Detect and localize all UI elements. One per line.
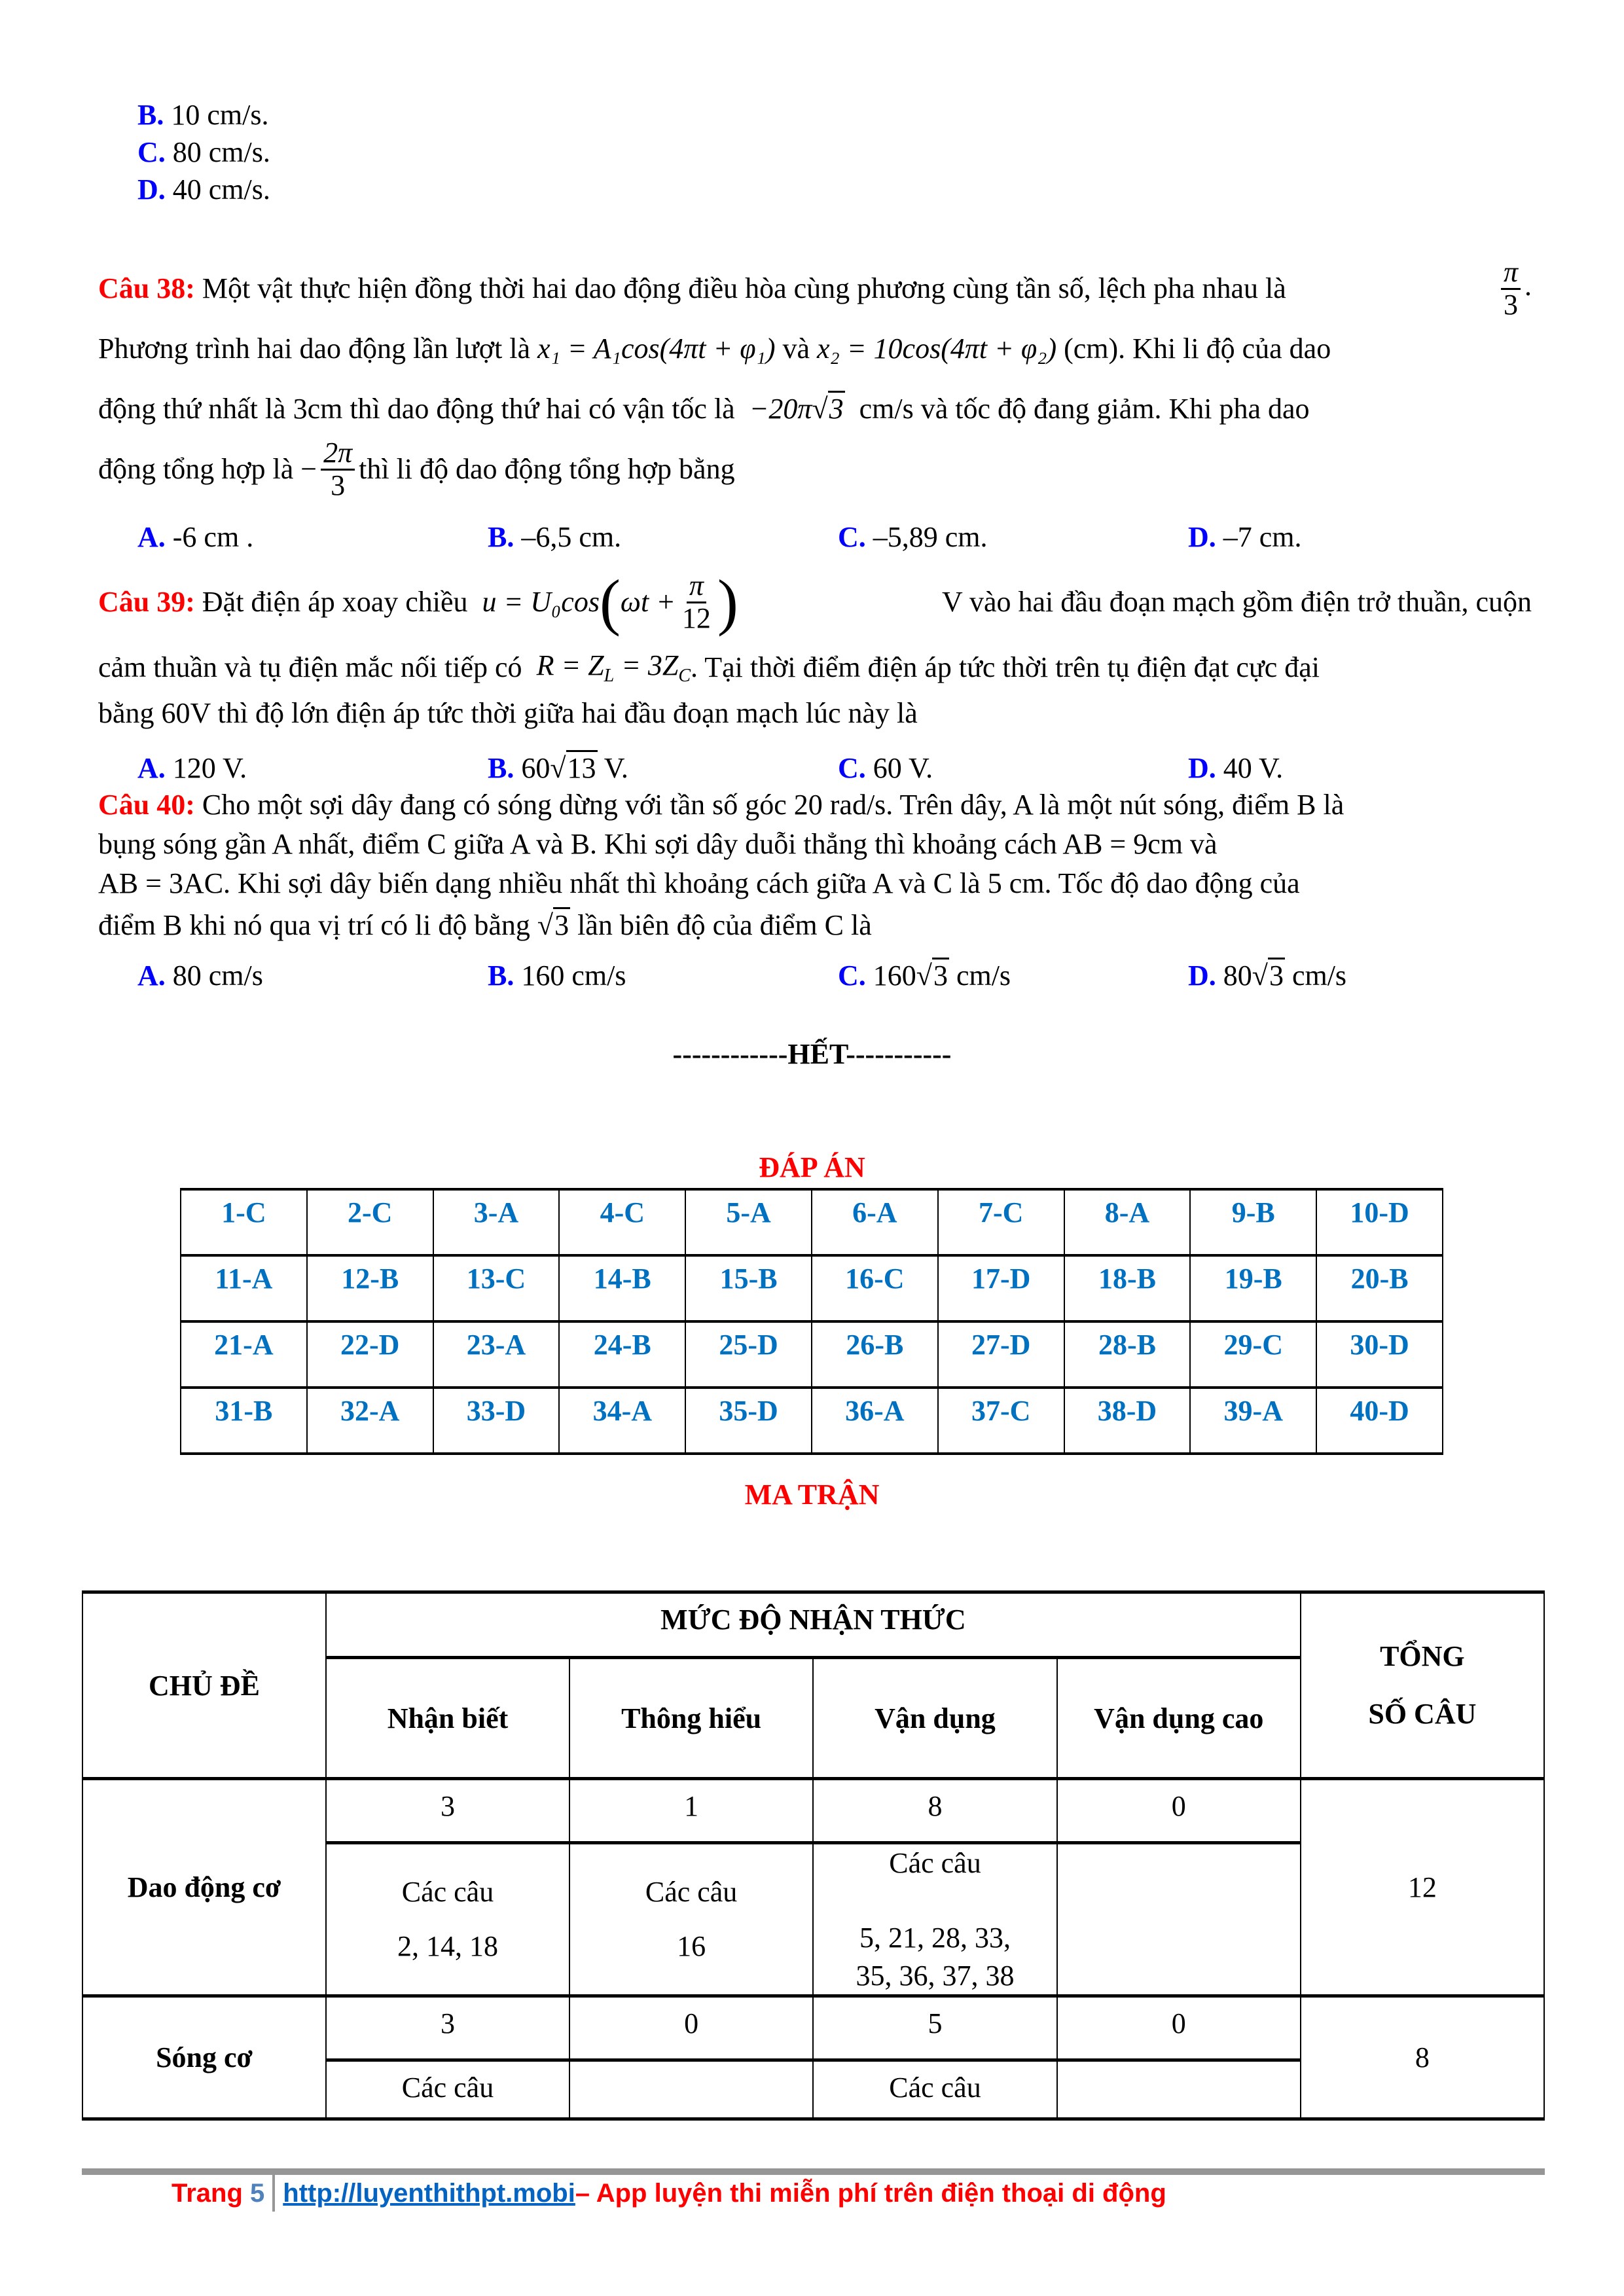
phase-fraction: $\frac{2\pi}{3}$ (321, 438, 355, 500)
matrix-table (82, 1590, 1545, 2121)
question-text: cảm thuần và tụ điện mắc nối tiếp có (98, 651, 522, 683)
total-cell: 8 (1301, 1996, 1544, 2119)
count-cell: 8 (813, 1779, 1057, 1843)
count-cell: 0 (1057, 1779, 1301, 1843)
answer-cell: 23-A (433, 1321, 560, 1388)
matrix-row (82, 1779, 1544, 1843)
option-a: A. 80 cm/s (137, 960, 263, 992)
prev-option-c (137, 135, 270, 169)
header-topic: CHỦ ĐỀ (82, 1592, 326, 1779)
answer-cell: 20-B (1316, 1255, 1443, 1321)
option-c: C. 60 V. (838, 752, 933, 784)
question-text: Phương trình hai dao động lần lượt là (98, 332, 531, 365)
answer-cell: 5-A (685, 1189, 812, 1255)
question-label: Câu 40: (98, 788, 195, 821)
questions-cell: Các câu 16 (569, 1843, 813, 1996)
question-text: (cm). Khi li độ của dao (1064, 332, 1331, 365)
question-text: Đặt điện áp xoay chiều (202, 585, 468, 618)
answer-cell: 18-B (1064, 1255, 1191, 1321)
header-level-2: Thông hiểu (569, 1658, 813, 1779)
answer-cell: 13-C (433, 1255, 560, 1321)
website-link[interactable]: http://luyenthithpt.mobi (283, 2178, 575, 2208)
answer-cell: 12-B (307, 1255, 433, 1321)
option-c: C. –5,89 cm. (838, 521, 988, 553)
answer-cell: 9-B (1190, 1189, 1316, 1255)
question-38: Câu 38: Một vật thực hiện đồng thời hai dao động điều hòa cùng phương cùng tần số, lệch pha nhau là $\frac{\pi}{3}$ . Phương trình hai dao động lần lượt là x₁ = A₁cos(4πt + φ₁) và x₂ = 10cos(4πt + φ₂) (cm). Khi li độ của dao động thứ nhất là 3cm thì dao động thứ hai có vận tốc là −20π√3 cm/s và tốc độ đang giảm. Khi pha dao động tổng hợp là − $\frac{2\pi}{3}$ thì li độ dao động tổng hợp bằng (98, 256, 1532, 501)
header-total: TỔNG SỐ CÂU (1301, 1592, 1544, 1779)
option-a: A. -6 cm . (137, 521, 254, 553)
page-footer (171, 2175, 1166, 2212)
option-b: B. 60√13 V. (488, 751, 838, 785)
answer-cell: 15-B (685, 1255, 812, 1321)
answer-cell: 8-A (1064, 1189, 1191, 1255)
question-label: Câu 39: (98, 585, 195, 618)
answer-cell: 25-D (685, 1321, 812, 1388)
topic-cell: Sóng cơ (82, 1996, 326, 2119)
topic-cell: Dao động cơ (82, 1779, 326, 1996)
answer-cell: 16-C (812, 1255, 938, 1321)
question-text: lần biên độ của điểm C là (577, 908, 872, 941)
option-d: D. 40 V. (1188, 752, 1284, 784)
answer-row (181, 1388, 1443, 1454)
answer-cell: 28-B (1064, 1321, 1191, 1388)
velocity-value: −20π√3 (749, 392, 845, 427)
option-text: 40 cm/s. (172, 173, 270, 206)
option-letter: B. (137, 99, 164, 131)
answer-cell: 27-D (938, 1321, 1064, 1388)
answer-row (181, 1189, 1443, 1255)
header-level-1: Nhận biết (326, 1658, 569, 1779)
questions-cell (569, 2060, 813, 2119)
option-b: B. 160 cm/s (488, 960, 626, 992)
answer-cell: 6-A (812, 1189, 938, 1255)
answer-cell: 33-D (433, 1388, 560, 1454)
question-40-options (137, 959, 1545, 992)
answer-cell: 32-A (307, 1388, 433, 1454)
page-number: 5 (250, 2178, 265, 2208)
question-text: động tổng hợp là (98, 452, 294, 485)
question-text: và (782, 332, 810, 365)
answer-cell: 19-B (1190, 1255, 1316, 1321)
option-c: C. 160√3 cm/s (838, 959, 1188, 992)
count-cell: 3 (326, 1779, 569, 1843)
answer-cell: 30-D (1316, 1321, 1443, 1388)
prev-option-b (137, 98, 268, 132)
question-label: Câu 38: (98, 272, 195, 304)
header-level-3: Vận dụng (813, 1658, 1057, 1779)
question-39-options (137, 751, 1545, 785)
answer-cell: 40-D (1316, 1388, 1443, 1454)
footer-tagline: – App luyện thi miễn phí trên điện thoại di động (575, 2178, 1166, 2208)
option-letter: D. (137, 173, 166, 206)
questions-cell: Các câu (326, 2060, 569, 2119)
option-letter: C. (137, 136, 166, 168)
questions-cell (1057, 2060, 1301, 2119)
answer-cell: 29-C (1190, 1321, 1316, 1388)
option-b: B. –6,5 cm. (488, 521, 622, 553)
matrix-row (82, 1996, 1544, 2060)
prev-option-d (137, 173, 270, 206)
answer-cell: 14-B (559, 1255, 685, 1321)
question-text: động thứ nhất là 3cm thì dao động thứ hai có vận tốc là (98, 392, 735, 425)
questions-cell (1057, 1843, 1301, 1996)
answer-cell: 17-D (938, 1255, 1064, 1321)
header-level: MỨC ĐỘ NHẬN THỨC (326, 1592, 1301, 1658)
answer-cell: 22-D (307, 1321, 433, 1388)
question-text: cm/s và tốc độ đang giảm. Khi pha dao (859, 392, 1310, 425)
answer-cell: 2-C (307, 1189, 433, 1255)
answer-cell: 1-C (181, 1189, 307, 1255)
question-text: Cho một sợi dây đang có sóng dừng với tần số góc 20 rad/s. Trên dây, A là một nút sóng, điểm B là (202, 788, 1344, 821)
question-text: thì li độ dao động tổng hợp bằng (359, 452, 735, 485)
voltage-equation: u = U₀cos (482, 585, 600, 618)
question-38-options (137, 520, 1545, 554)
answer-cell: 21-A (181, 1321, 307, 1388)
answer-cell: 26-B (812, 1321, 938, 1388)
answer-cell: 11-A (181, 1255, 307, 1321)
questions-cell: Các câu 5, 21, 28, 33, 35, 36, 37, 38 (813, 1843, 1057, 1996)
answer-cell: 38-D (1064, 1388, 1191, 1454)
answer-cell: 36-A (812, 1388, 938, 1454)
question-text: AB = 3AC. Khi sợi dây biến dạng nhiều nhất thì khoảng cách giữa A và C là 5 cm. Tốc độ dao động của (98, 867, 1300, 899)
question-40 (98, 785, 1532, 948)
question-text: V vào hai đầu đoạn mạch gồm điện trở thuần, cuộn (941, 585, 1532, 618)
answer-cell: 7-C (938, 1189, 1064, 1255)
option-a: A. 120 V. (137, 752, 247, 784)
answer-row (181, 1255, 1443, 1321)
equation-x2: x₂ = 10cos(4πt + φ₂) (817, 332, 1057, 365)
count-cell: 5 (813, 1996, 1057, 2060)
question-text: . Tại thời điểm điện áp tức thời trên tụ điện đạt cực đại (691, 651, 1320, 683)
footer-separator (272, 2175, 275, 2212)
matrix-title: MA TRẬN (744, 1479, 880, 1511)
answer-cell: 10-D (1316, 1189, 1443, 1255)
answer-cell: 4-C (559, 1189, 685, 1255)
answer-cell: 39-A (1190, 1388, 1316, 1454)
question-text: điểm B khi nó qua vị trí có li độ bằng (98, 908, 530, 941)
question-text: bằng 60V thì độ lớn điện áp tức thời giữa hai đầu đoạn mạch lúc này là (98, 696, 918, 729)
question-text: bụng sóng gần A nhất, điểm C giữa A và B. Khi sợi dây duỗi thẳng thì khoảng cách AB = 9cm và (98, 827, 1218, 860)
questions-cell: Các câu 2, 14, 18 (326, 1843, 569, 1996)
phase-fraction: $\frac{\pi}{3}$ (1501, 257, 1521, 319)
total-cell: 12 (1301, 1779, 1544, 1996)
count-cell: 0 (1057, 1996, 1301, 2060)
end-marker: ------------HẾT----------- (672, 1038, 952, 1070)
equation-x1: x₁ = A₁cos(4πt + φ₁) (537, 332, 776, 365)
answer-row (181, 1321, 1443, 1388)
answer-cell: 37-C (938, 1388, 1064, 1454)
answer-cell: 24-B (559, 1321, 685, 1388)
sqrt-value: √3 (537, 908, 570, 943)
question-text: Một vật thực hiện đồng thời hai dao động điều hòa cùng phương cùng tần số, lệch pha nhau là (202, 272, 1286, 304)
answer-cell: 34-A (559, 1388, 685, 1454)
count-cell: 1 (569, 1779, 813, 1843)
questions-cell: Các câu (813, 2060, 1057, 2119)
option-text: 80 cm/s. (172, 136, 270, 168)
impedance-equation: $R = Z_L = 3Z_C$ (536, 649, 691, 686)
count-cell: 0 (569, 1996, 813, 2060)
phase-fraction: $\frac{\pi}{12}$ (681, 569, 711, 634)
question-39: Câu 39: Đặt điện áp xoay chiều u = U₀cos ( ωt + $\frac{\pi}{12}$ ) V vào hai đầu đoạn mạch gồm điện trở thuần, cuộn cảm thuần và tụ điện mắc nối tiếp có $R = Z_L = 3Z_C$ . Tại thời điểm điện áp tức thời trên tụ điện đạt cực đại bằng 60V thì độ lớn điện áp tức thời giữa hai đầu đoạn mạch lúc này là (98, 563, 1532, 733)
answer-cell: 3-A (433, 1189, 560, 1255)
answer-key-table (180, 1188, 1443, 1455)
page-label: Trang (171, 2178, 243, 2208)
answer-key-title: ĐÁP ÁN (759, 1151, 865, 1183)
count-cell: 3 (326, 1996, 569, 2060)
option-d: D. 80√3 cm/s (1188, 959, 1538, 992)
answer-cell: 35-D (685, 1388, 812, 1454)
option-d: D. –7 cm. (1188, 521, 1302, 553)
header-level-4: Vận dụng cao (1057, 1658, 1301, 1779)
footer-divider (82, 2168, 1545, 2175)
answer-cell: 31-B (181, 1388, 307, 1454)
option-text: 10 cm/s. (171, 99, 269, 131)
